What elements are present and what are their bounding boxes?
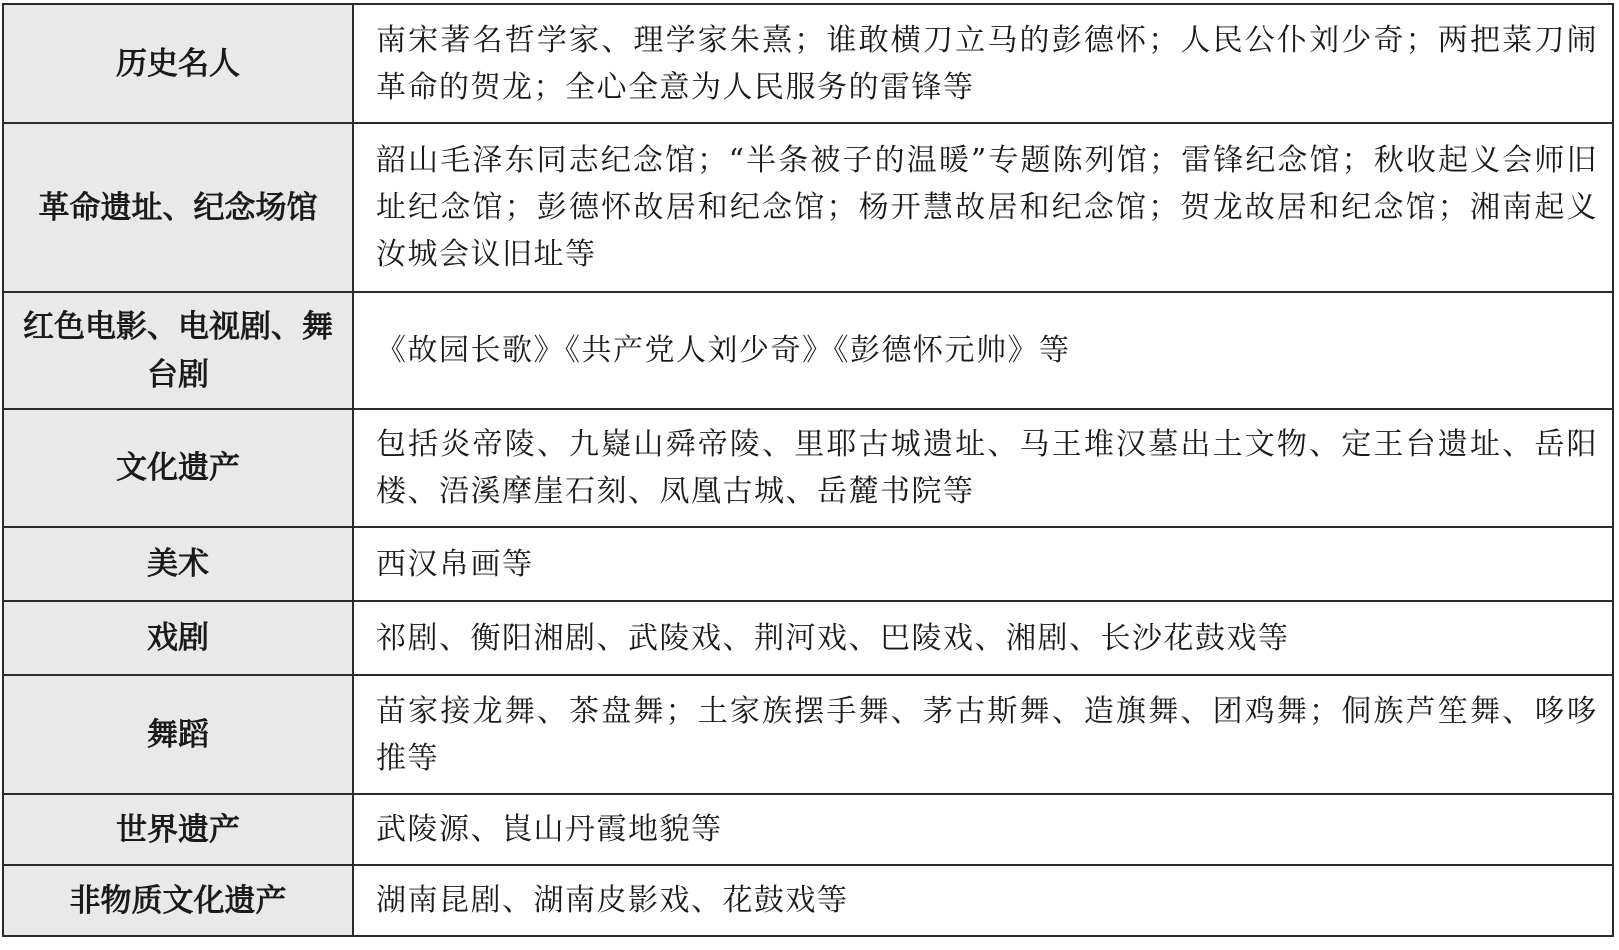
category-cell: 舞蹈 (3, 675, 353, 794)
table-row (3, 675, 1613, 794)
category-cell: 非物质文化遗产 (3, 865, 353, 936)
content-cell: 湖南昆剧、湖南皮影戏、花鼓戏等 (353, 865, 1613, 936)
table-row (3, 601, 1613, 675)
content-cell: 韶山毛泽东同志纪念馆；“半条被子的温暖”专题陈列馆；雷锋纪念馆；秋收起义会师旧址纪念馆；彭德怀故居和纪念馆；杨开慧故居和纪念馆；贺龙故居和纪念馆；湘南起义汝城会议旧址等 (353, 123, 1613, 292)
content-cell: 《故园长歌》《共产党人刘少奇》《彭德怀元帅》等 (353, 292, 1613, 409)
table-row (3, 527, 1613, 601)
content-cell: 祁剧、衡阳湘剧、武陵戏、荆河戏、巴陵戏、湘剧、长沙花鼓戏等 (353, 601, 1613, 675)
table-row (3, 4, 1613, 123)
table-row (3, 409, 1613, 527)
table-row (3, 292, 1613, 409)
table-row (3, 865, 1613, 936)
table-row (3, 123, 1613, 292)
category-cell: 世界遗产 (3, 794, 353, 865)
category-cell: 历史名人 (3, 4, 353, 123)
content-cell: 西汉帛画等 (353, 527, 1613, 601)
category-cell: 红色电影、电视剧、舞台剧 (3, 292, 353, 409)
content-cell: 包括炎帝陵、九嶷山舜帝陵、里耶古城遗址、马王堆汉墓出土文物、定王台遗址、岳阳楼、浯溪摩崖石刻、凤凰古城、岳麓书院等 (353, 409, 1613, 527)
category-cell: 革命遗址、纪念场馆 (3, 123, 353, 292)
table-row (3, 794, 1613, 865)
content-cell: 南宋著名哲学家、理学家朱熹；谁敢横刀立马的彭德怀；人民公仆刘少奇；两把菜刀闹革命的贺龙；全心全意为人民服务的雷锋等 (353, 4, 1613, 123)
culture-resource-table (2, 3, 1614, 937)
content-cell: 武陵源、崀山丹霞地貌等 (353, 794, 1613, 865)
category-cell: 戏剧 (3, 601, 353, 675)
category-cell: 美术 (3, 527, 353, 601)
content-cell: 苗家接龙舞、茶盘舞；土家族摆手舞、茅古斯舞、造旗舞、团鸡舞；侗族芦笙舞、哆哆推等 (353, 675, 1613, 794)
category-cell: 文化遗产 (3, 409, 353, 527)
